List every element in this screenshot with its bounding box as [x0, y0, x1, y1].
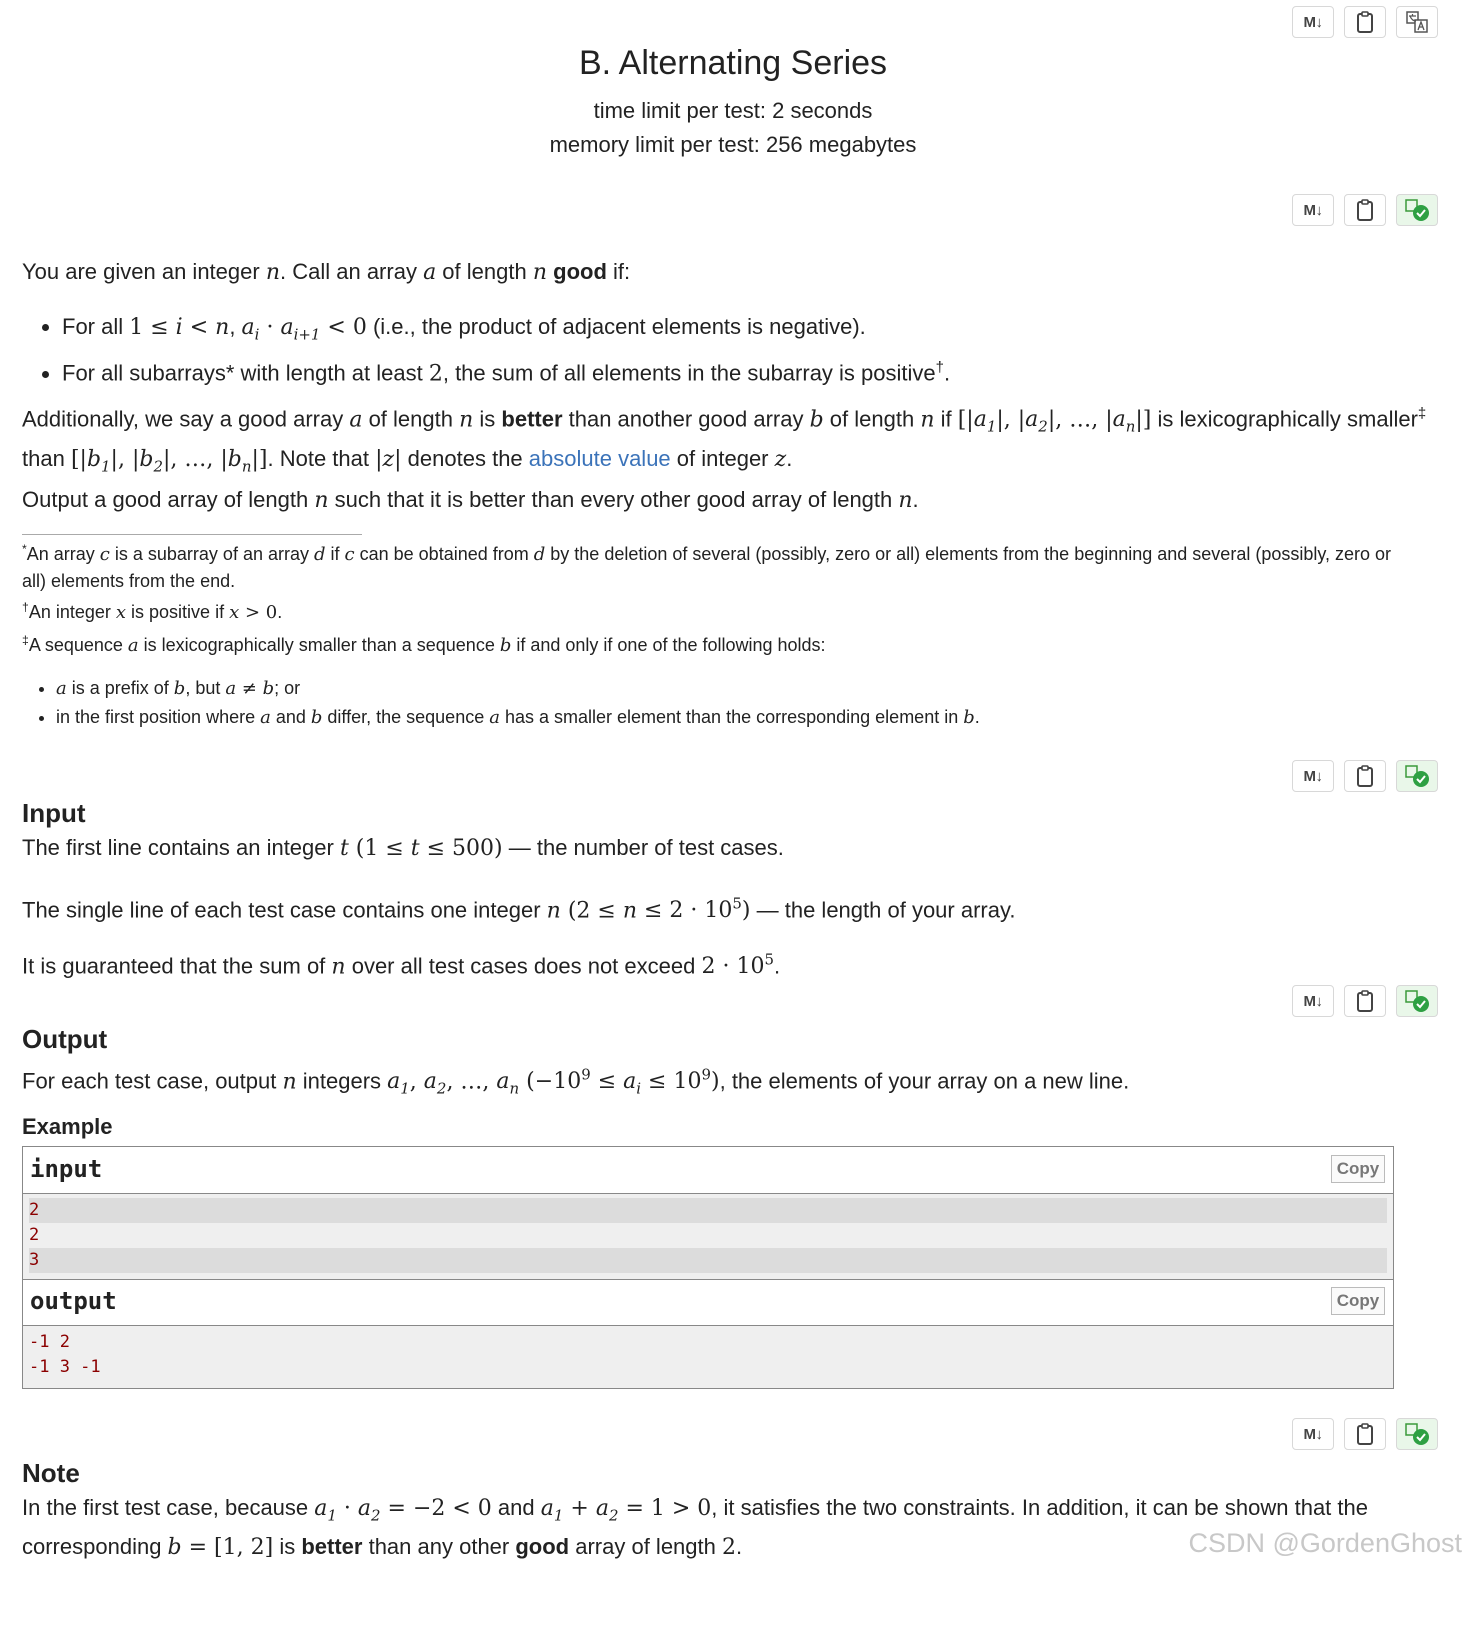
clipboard-icon — [1356, 765, 1374, 787]
statement-better: Additionally, we say a good array a of length n is better than another good array b of length n if [$|a_1|$, $|a_2|$, …, $|a_n|$] is lexicographically smaller‡ than [$|b_1|$, $|b_2|$, …, $|b_n|$]. Note that |z| denotes the absolute value of integer z. — [22, 405, 1427, 476]
markdown-button[interactable] — [1292, 760, 1334, 792]
output-heading: Output — [22, 1024, 108, 1054]
memory-limit: memory limit per test: 256 megabytes — [549, 132, 917, 157]
lexicographic-conditions-list — [22, 674, 1406, 732]
input-heading: Input — [22, 798, 86, 828]
translate-check-icon — [1404, 764, 1430, 788]
sample-input-content — [23, 1194, 1393, 1279]
sample-input-header — [23, 1147, 1393, 1194]
input-line-2: The single line of each test case contains one integer n $(2 \le n \le 2 \cdot 10^5)$ — the length of your array. — [22, 895, 1016, 924]
translate-check-button[interactable] — [1396, 194, 1438, 226]
sample-input-label: input — [30, 1155, 103, 1183]
footnote-divider — [22, 534, 362, 535]
statement-toolbar — [1292, 194, 1438, 226]
list-item: • For all subarrays* with length at least 2, the sum of all elements in the subarray is positive†. — [62, 351, 1428, 391]
input-line-3: It is guaranteed that the sum of n over all test cases does not exceed $2 \cdot 10^5$. — [22, 951, 781, 980]
markdown-button[interactable] — [1292, 1418, 1334, 1450]
markdown-icon: M↓ — [1303, 201, 1323, 219]
note-toolbar — [1292, 1418, 1438, 1450]
markdown-icon: M↓ — [1303, 13, 1323, 31]
clipboard-icon — [1356, 11, 1374, 33]
clipboard-icon — [1356, 199, 1374, 221]
sample-output-label: output — [30, 1287, 117, 1315]
list-item: • a is a prefix of b, but a ≠ b; or — [56, 674, 1406, 703]
copy-button[interactable] — [1344, 1418, 1386, 1450]
input-toolbar — [1292, 760, 1438, 792]
output-line-1: For each test case, output n integers $a_1$, $a_2$, …, $a_n$ $(-10^9 \le a_i \le 10^9)$, the elements of your array on a new line. — [22, 1066, 1130, 1098]
example-heading: Example — [22, 1114, 113, 1139]
translate-check-button[interactable] — [1396, 985, 1438, 1017]
markdown-icon: M↓ — [1303, 767, 1323, 785]
copy-output-button[interactable]: Copy — [1331, 1287, 1385, 1315]
markdown-button[interactable] — [1292, 6, 1334, 38]
translate-icon — [1405, 10, 1429, 34]
input-line-1: The first line contains an integer t (1 ≤ t ≤ 500) — the number of test cases. — [22, 835, 784, 861]
copy-statement-button[interactable] — [1344, 6, 1386, 38]
absolute-value-link[interactable]: absolute value — [528, 445, 671, 471]
sample-output-content — [23, 1326, 1393, 1388]
sample-output-header — [23, 1279, 1393, 1326]
note-text: In the first test case, because $a_1 \cdot a_2 = -2 < 0$ and $a_1 + a_2 = 1 > 0$, it satisfies the two constraints. In addition, it can be shown that the corresponding b = [1, 2] is better than any other good array of length 2. — [22, 1495, 1368, 1561]
markdown-button[interactable] — [1292, 985, 1334, 1017]
translate-check-icon — [1404, 198, 1430, 222]
footnote-subarray: *An array c is a subarray of an array d if c can be obtained from d by the deletion of several (possibly, zero or all) elements from the beginning and several (possibly, zero or all) elements from the end. — [22, 542, 1392, 591]
clipboard-icon — [1356, 990, 1374, 1012]
translate-check-icon — [1404, 989, 1430, 1013]
copy-button[interactable] — [1344, 760, 1386, 792]
output-line: -1 2 — [29, 1332, 70, 1352]
output-toolbar — [1292, 985, 1438, 1017]
footnote-lexicographic: ‡A sequence a is lexicographically smaller than a sequence b if and only if one of the following holds: — [22, 633, 826, 656]
statement-task: Output a good array of length n such that it is better than every other good array of length n. — [22, 487, 919, 513]
input-line: 2 — [29, 1198, 1387, 1223]
input-line: 2 — [29, 1225, 40, 1245]
top-toolbar — [1292, 6, 1438, 38]
note-heading: Note — [22, 1458, 80, 1488]
clipboard-icon — [1356, 1423, 1374, 1445]
markdown-icon: M↓ — [1303, 1425, 1323, 1443]
output-line: -1 3 -1 — [29, 1357, 101, 1377]
translate-button[interactable] — [1396, 6, 1438, 38]
copy-button[interactable] — [1344, 194, 1386, 226]
statement-intro: You are given an integer n. Call an array a of length n good if: — [22, 259, 631, 285]
good-conditions-list — [22, 310, 1428, 392]
markdown-icon: M↓ — [1303, 992, 1323, 1010]
page-title: B. Alternating Series — [578, 44, 888, 82]
list-item: • For all 1 ≤ i < n, $a_i \cdot a_{i+1} < 0$ (i.e., the product of adjacent elements is negative). — [62, 310, 1428, 351]
translate-check-button[interactable] — [1396, 760, 1438, 792]
copy-input-button[interactable]: Copy — [1331, 1155, 1385, 1183]
sample-input-box — [22, 1146, 1394, 1280]
translate-check-button[interactable] — [1396, 1418, 1438, 1450]
translate-check-icon — [1404, 1422, 1430, 1446]
time-limit: time limit per test: 2 seconds — [593, 98, 873, 123]
input-line: 3 — [29, 1248, 1387, 1273]
watermark: CSDN @GordenGhost — [1188, 1528, 1462, 1558]
list-item: • in the first position where a and b differ, the sequence a has a smaller element than the corresponding element in b. — [56, 703, 1406, 732]
copy-button[interactable] — [1344, 985, 1386, 1017]
footnote-positive: †An integer x is positive if x > 0. — [22, 600, 283, 623]
markdown-button[interactable] — [1292, 194, 1334, 226]
sample-output-box — [22, 1279, 1394, 1389]
